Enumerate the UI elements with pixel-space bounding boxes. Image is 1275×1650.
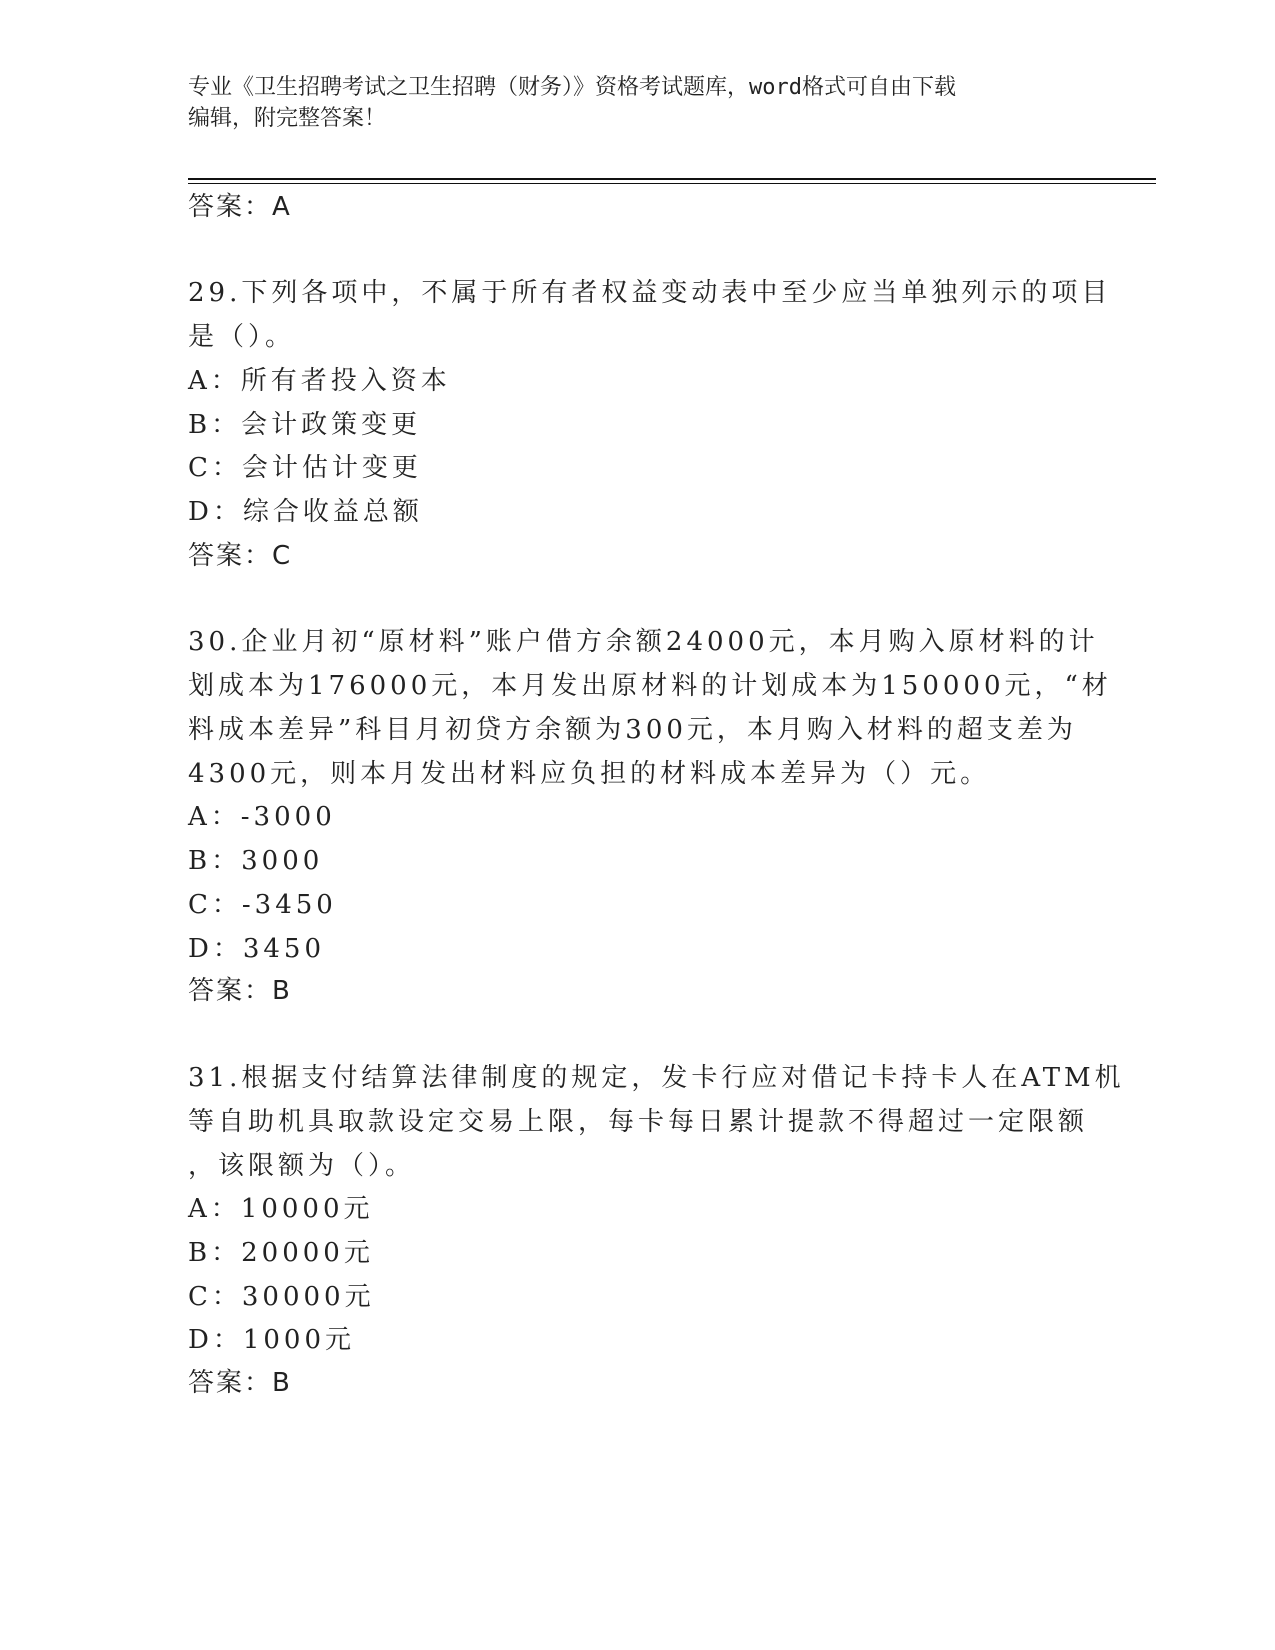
question-30-line-1: 30.企业月初“原材料”账户借方余额24000元，本月购入原材料的计 — [188, 627, 1099, 657]
question-31-option-d: D：1000元 — [188, 1325, 356, 1355]
question-31-option-c: C：30000元 — [188, 1282, 375, 1312]
header-line-2: 编辑，附完整答案！ — [188, 106, 387, 131]
question-30-line-3: 料成本差异”科目月初贷方余额为300元，本月购入材料的超支差为 — [188, 715, 1077, 745]
question-29-answer: 答案：C — [188, 541, 293, 571]
header-divider-thin — [188, 183, 1156, 184]
question-31-line-3: ，该限额为（）。 — [188, 1151, 416, 1181]
question-31-line-2: 等自助机具取款设定交易上限，每卡每日累计提款不得超过一定限额 — [188, 1107, 1089, 1137]
question-30-option-a: A：-3000 — [188, 802, 336, 832]
question-31-line-1: 31.根据支付结算法律制度的规定，发卡行应对借记卡持卡人在ATM机 — [188, 1063, 1125, 1093]
question-31-option-b: B：20000元 — [188, 1238, 374, 1268]
question-29-option-c: C：会计估计变更 — [188, 453, 422, 483]
question-31-option-a: A：10000元 — [188, 1194, 374, 1224]
previous-answer: 答案：A — [188, 192, 292, 222]
header-divider-thick — [188, 178, 1156, 180]
question-31-answer: 答案：B — [188, 1368, 292, 1398]
question-29-line-2: 是（）。 — [188, 322, 296, 352]
question-30-option-b: B：3000 — [188, 846, 324, 876]
question-30-line-2: 划成本为176000元，本月发出原材料的计划成本为150000元，“材 — [188, 671, 1112, 701]
question-29-option-d: D：综合收益总额 — [188, 497, 423, 527]
question-30-line-4: 4300元，则本月发出材料应负担的材料成本差异为（）元。 — [188, 759, 991, 789]
header-line-1: 专业《卫生招聘考试之卫生招聘（财务）》资格考试题库，word格式可自由下载 — [188, 75, 956, 100]
question-29-line-1: 29.下列各项中，不属于所有者权益变动表中至少应当单独列示的项目 — [188, 278, 1112, 308]
question-29-option-a: A：所有者投入资本 — [188, 366, 451, 396]
question-29-option-b: B：会计政策变更 — [188, 410, 422, 440]
question-30-option-d: D：3450 — [188, 934, 326, 964]
question-30-answer: 答案：B — [188, 976, 292, 1006]
question-30-option-c: C：-3450 — [188, 890, 337, 920]
document-header — [188, 72, 1068, 134]
